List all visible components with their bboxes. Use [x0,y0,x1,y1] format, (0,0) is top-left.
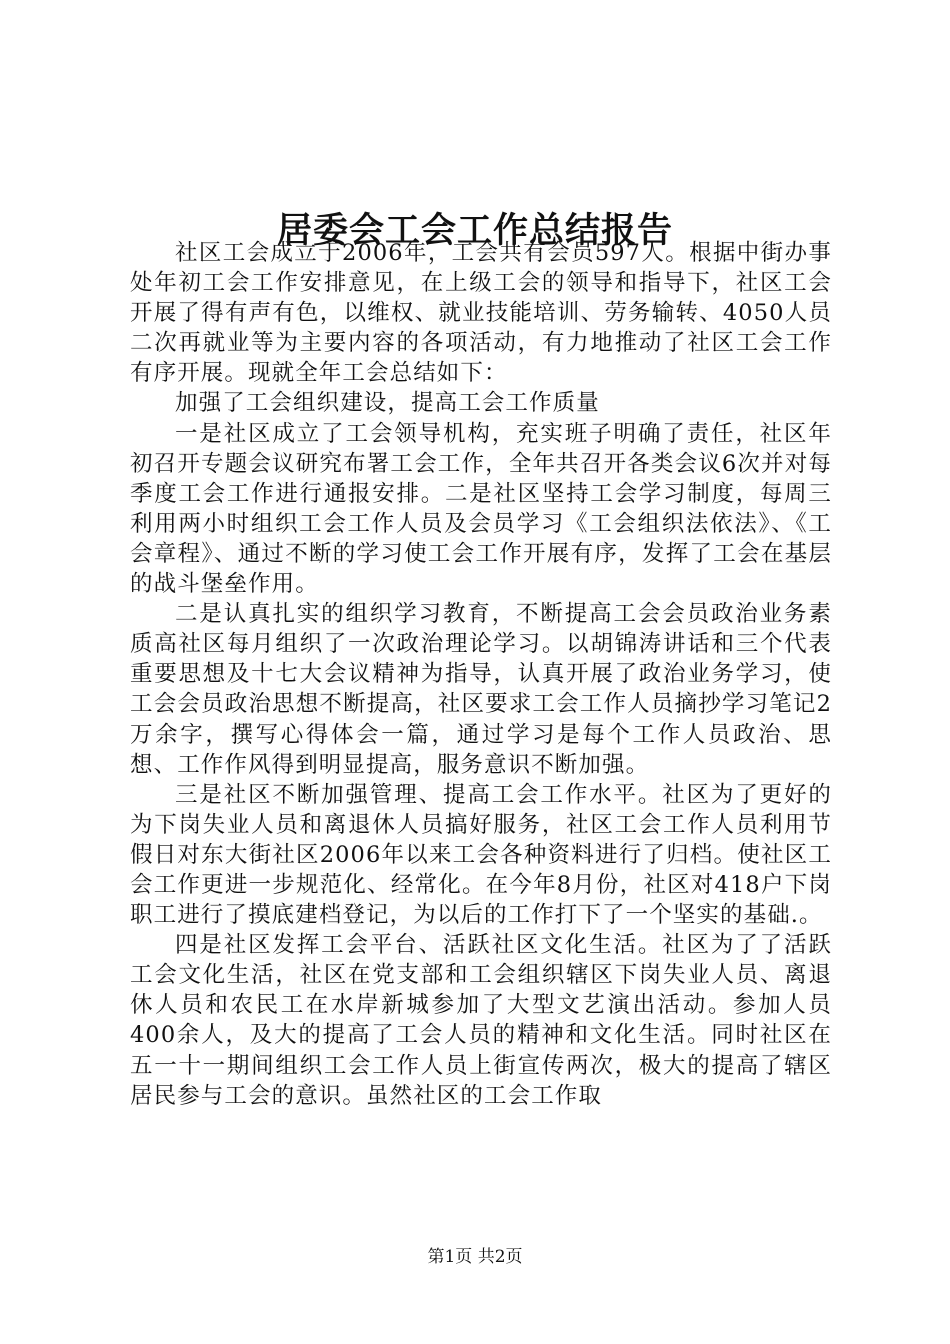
document-title: 居委会工会工作总结报告 [276,210,673,252]
document-body [130,238,832,1111]
paragraph-section-heading: 加强了工会组织建设，提高工会工作质量 [175,390,600,417]
paragraph-intro: 社区工会成立于2006年，工会共有会员597人。根据中街办事处年初工会工作安排意见，在上级工会的领导和指导下，社区工会开展了得有声有色，以维权、就业技能培训、劳务输转、4050人员二次再就业等为主要内容的各项活动，有力地推动了社区工会工作有序开展。现就全年工会总结如下： [130,240,832,387]
page-number-footer: 第1页 共2页 [427,1247,523,1267]
paragraph-point-four: 四是社区发挥工会平台、活跃社区文化生活。社区为了了活跃工会文化生活，社区在党支部和工会组织辖区下岗失业人员、离退休人员和农民工在水岸新城参加了大型文艺演出活动。参加人员400余人，及大的提高了工会人员的精神和文化生活。同时社区在五一十一期间组织工会工作人员上街宣传两次，极大的提高了辖区居民参与工会的意识。虽然社区的工会工作取 [130,932,832,1109]
paragraph-point-three: 三是社区不断加强管理、提高工会工作水平。社区为了更好的为下岗失业人员和离退休人员搞好服务，社区工会工作人员利用节假日对东大街社区2006年以来工会各种资料进行了归档。使社区工会工作更进一步规范化、经常化。在今年8月份，社区对418户下岗职工进行了摸底建档登记，为以后的工作打下了一个坚实的基础.。 [130,781,832,929]
paragraph-point-two: 二是认真扎实的组织学习教育，不断提高工会会员政治业务素质高社区每月组织了一次政治理论学习。以胡锦涛讲话和三个代表重要思想及十七大会议精神为指导，认真开展了政治业务学习，使工会会员政治思想不断提高，社区要求工会工作人员摘抄学习笔记2万余字，撰写心得体会一篇，通过学习是每个工作人员政治、思想、工作作风得到明显提高，服务意识不断加强。 [130,601,832,778]
paragraph-point-one: 一是社区成立了工会领导机构，充实班子明确了责任，社区年初召开专题会议研究布署工会工作，全年共召开各类会议6次并对每季度工会工作进行通报安排。二是社区坚持工会学习制度，每周三利用两小时组织工会工作人员及会员学习《工会组织法依法》、《工会章程》、通过不断的学习使工会工作开展有序，发挥了工会在基层的战斗堡垒作用。 [130,420,832,598]
